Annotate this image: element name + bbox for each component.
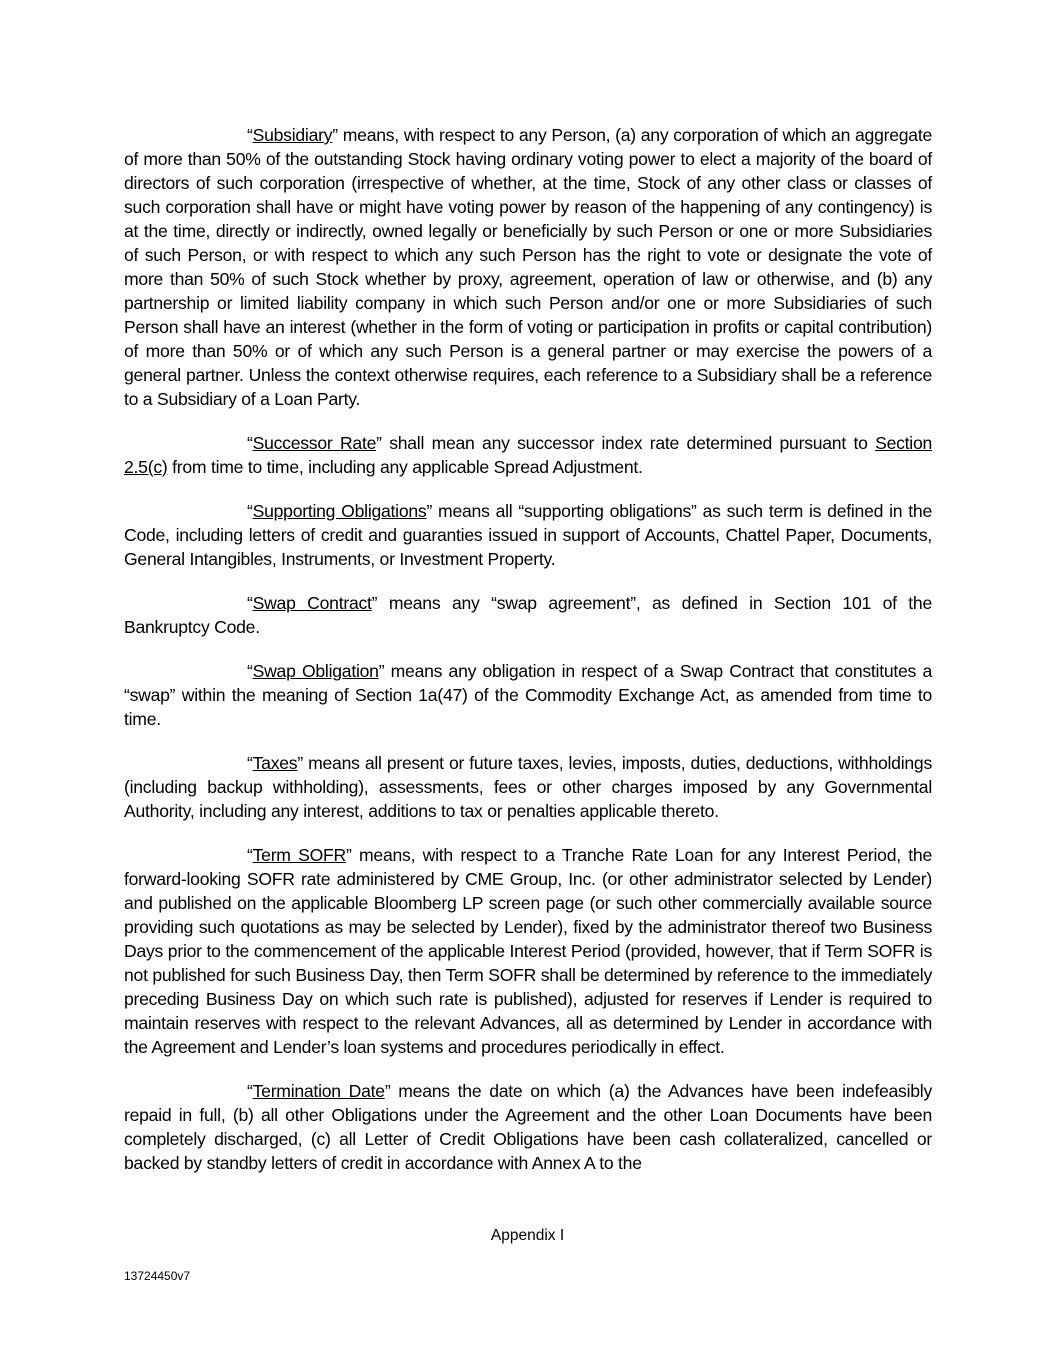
definition-text: means, with respect to a Tranche Rate Loan for any Interest Period, the forward-looking SOFR rate administered by CME Group, Inc. (or other administrator selected by Lender) and published on the applicable Bloomberg LP screen page (or such other commercially available source providing such quotations as may be selected by Lender), fixed by the administrator thereof two Business Days prior to the commencement of the applicable Interest Period (provided, however, that if Term SOFR is not published for such Business Day, then Term SOFR shall be determined by reference to the immediately preceding Business Day on which such rate is published), adjusted for reserves if Lender is required to maintain reserves with respect to the relevant Advances, all as determined by Lender in accordance with the Agreement and Lender’s loan systems and procedures periodically in effect.	[124, 845, 932, 1057]
defined-term: Swap Obligation	[252, 661, 379, 681]
definition-termination-date: “Termination Date” means the date on which (a) the Advances have been indefeasibly repaid in full, (b) all other Obligations under the Agreement and the other Loan Documents have been completely discharged, (c) all Letter of Credit Obligations have been cash collateralized, cancelled or backed by standby letters of credit in accordance with Annex A to the	[124, 1081, 932, 1173]
definition-text: means any obligation in respect of a Swap Contract that constitutes a “swap” within the meaning of Section 1a(47) of the Commodity Exchange Act, as amended from time to time.	[124, 661, 932, 729]
definition-swap-obligation: “Swap Obligation” means any obligation in respect of a Swap Contract that constitutes a “swap” within the meaning of Section 1a(47) of the Commodity Exchange Act, as amended from time to time.	[124, 661, 932, 729]
definition-supporting-obligations: “Supporting Obligations” means all “supporting obligations” as such term is defined in the Code, including letters of credit and guaranties issued in support of Accounts, Chattel Paper, Documents, General Intangibles, Instruments, or Investment Property.	[124, 501, 932, 569]
definition-text: means, with respect to any Person, (a) any corporation of which an aggregate of more than 50% of the outstanding Stock having ordinary voting power to elect a majority of the board of directors of such corporation (irrespective of whether, at the time, Stock of any other class or classes of such corporation shall have or might have voting power by reason of the happening of any contingency) is at the time, directly or indirectly, owned legally or beneficially by such Person or one or more Subsidiaries of such Person, or with respect to which any such Person has the right to vote or designate the vote of more than 50% of such Stock whether by proxy, agreement, operation of law or otherwise, and (b) any partnership or limited liability company in which such Person and/or one or more Subsidiaries of such Person shall have an interest (whether in the form of voting or participation in profits or capital contribution) of more than 50% or of which any such Person is a general partner or may exercise the powers of a general partner. Unless the context otherwise requires, each reference to a Subsidiary shall be a reference to a Subsidiary of a Loan Party.	[124, 125, 932, 409]
page-footer-label: Appendix I	[490, 1227, 565, 1244]
definition-subsidiary: “Subsidiary” means, with respect to any Person, (a) any corporation of which an aggregate of more than 50% of the outstanding Stock having ordinary voting power to elect a majority of the board of directors of such corporation (irrespective of whether, at the time, Stock of any other class or classes of such corporation shall have or might have voting power by reason of the happening of any contingency) is at the time, directly or indirectly, owned legally or beneficially by such Person or one or more Subsidiaries of such Person, or with respect to which any such Person has the right to vote or designate the vote of more than 50% of such Stock whether by proxy, agreement, operation of law or otherwise, and (b) any partnership or limited liability company in which such Person and/or one or more Subsidiaries of such Person shall have an interest (whether in the form of voting or participation in profits or capital contribution) of more than 50% or of which any such Person is a general partner or may exercise the powers of a general partner. Unless the context otherwise requires, each reference to a Subsidiary shall be a reference to a Subsidiary of a Loan Party.	[124, 125, 932, 409]
definition-text: means all “supporting obligations” as such term is defined in the Code, including letters of credit and guaranties issued in support of Accounts, Chattel Paper, Documents, General Intangibles, Instruments, or Investment Property.	[124, 501, 932, 569]
section-reference: Section 2.5(c)	[124, 433, 933, 477]
defined-term: Supporting Obligations	[252, 501, 427, 521]
defined-term: Term SOFR	[252, 845, 346, 865]
document-id: 13724450v7	[124, 1269, 191, 1283]
definitions-body	[124, 123, 932, 1195]
definition-text: means all present or future taxes, levies, imposts, duties, deductions, withholdings (including backup withholding), assessments, fees or other charges imposed by any Governmental Authority, including any interest, additions to tax or penalties applicable thereto.	[124, 753, 932, 821]
defined-term: Taxes	[252, 753, 298, 773]
definition-swap-contract: “Swap Contract” means any “swap agreement”, as defined in Section 101 of the Bankruptcy Code.	[124, 593, 932, 637]
defined-term: Subsidiary	[252, 125, 333, 145]
defined-term: Termination Date	[252, 1081, 385, 1101]
definition-text: shall mean any successor index rate determined pursuant to	[381, 433, 876, 453]
definition-text: means any “swap agreement”, as defined in Section 101 of the Bankruptcy Code.	[124, 593, 932, 637]
definition-text: from time to time, including any applicable Spread Adjustment.	[167, 457, 643, 477]
definition-term-sofr: “Term SOFR” means, with respect to a Tranche Rate Loan for any Interest Period, the forward-looking SOFR rate administered by CME Group, Inc. (or other administrator selected by Lender) and published on the applicable Bloomberg LP screen page (or such other commercially available source providing such quotations as may be selected by Lender), fixed by the administrator thereof two Business Days prior to the commencement of the applicable Interest Period (provided, however, that if Term SOFR is not published for such Business Day, then Term SOFR shall be determined by reference to the immediately preceding Business Day on which such rate is published), adjusted for reserves if Lender is required to maintain reserves with respect to the relevant Advances, all as determined by Lender in accordance with the Agreement and Lender’s loan systems and procedures periodically in effect.	[124, 845, 932, 1057]
definition-successor-rate: “Successor Rate” shall mean any successor index rate determined pursuant to Section 2.5(c) from time to time, including any applicable Spread Adjustment.	[124, 433, 933, 477]
definition-taxes: “Taxes” means all present or future taxes, levies, imposts, duties, deductions, withholdings (including backup withholding), assessments, fees or other charges imposed by any Governmental Authority, including any interest, additions to tax or penalties applicable thereto.	[124, 753, 932, 821]
definition-text: means the date on which (a) the Advances have been indefeasibly repaid in full, (b) all other Obligations under the Agreement and the other Loan Documents have been completely discharged, (c) all Letter of Credit Obligations have been cash collateralized, cancelled or backed by standby letters of credit in accordance with Annex A to the	[124, 1081, 932, 1173]
defined-term: Successor Rate	[252, 433, 377, 453]
defined-term: Swap Contract	[252, 593, 372, 613]
